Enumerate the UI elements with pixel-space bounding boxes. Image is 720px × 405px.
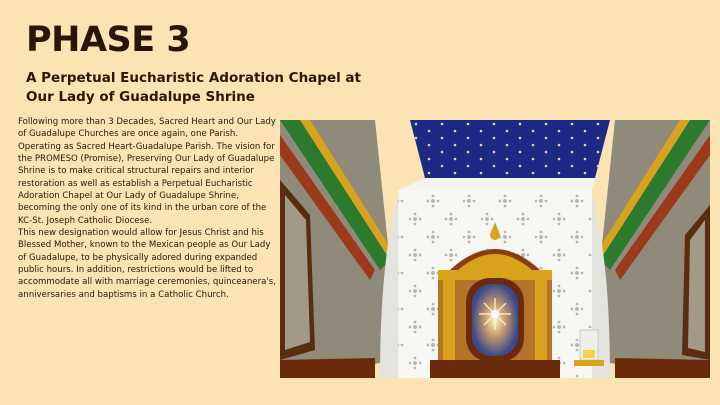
chapel-rendering-image xyxy=(280,120,710,378)
page-subtitle: A Perpetual Eucharistic Adoration Chapel at Our Lady of Guadalupe Shrine xyxy=(26,70,361,105)
paragraph-designation: This new designation would allow for Jesus Christ and his Blessed Mother, known to the Mexican people as Our Lady of Guadalupe, to be physically adored during expanded public hours. In addition, restrictions would be lifted to accommodate all with marriage ceremonies, quinceanera's, anniversaries and baptisms in a Catholic Church. xyxy=(18,228,276,300)
body-text xyxy=(18,116,276,301)
paragraph-history: Following more than 3 Decades, Sacred Heart and Our Lady of Guadalupe Churches are once again, one Parish. Operating as Sacred Heart-Guadalupe Parish. The vision for the PROMESO (Promise), Preserving Our Lady of Guadalupe Shrine is to make critical structural repairs and interior restoration as well as establish a Perpetual Eucharistic Adoration Chapel at Our Lady of Guadalupe Shrine, becoming the only one of its kind in the urban core of the KC-St. Joseph Catholic Diocese. xyxy=(18,117,276,226)
page-title: PHASE 3 xyxy=(26,20,191,60)
